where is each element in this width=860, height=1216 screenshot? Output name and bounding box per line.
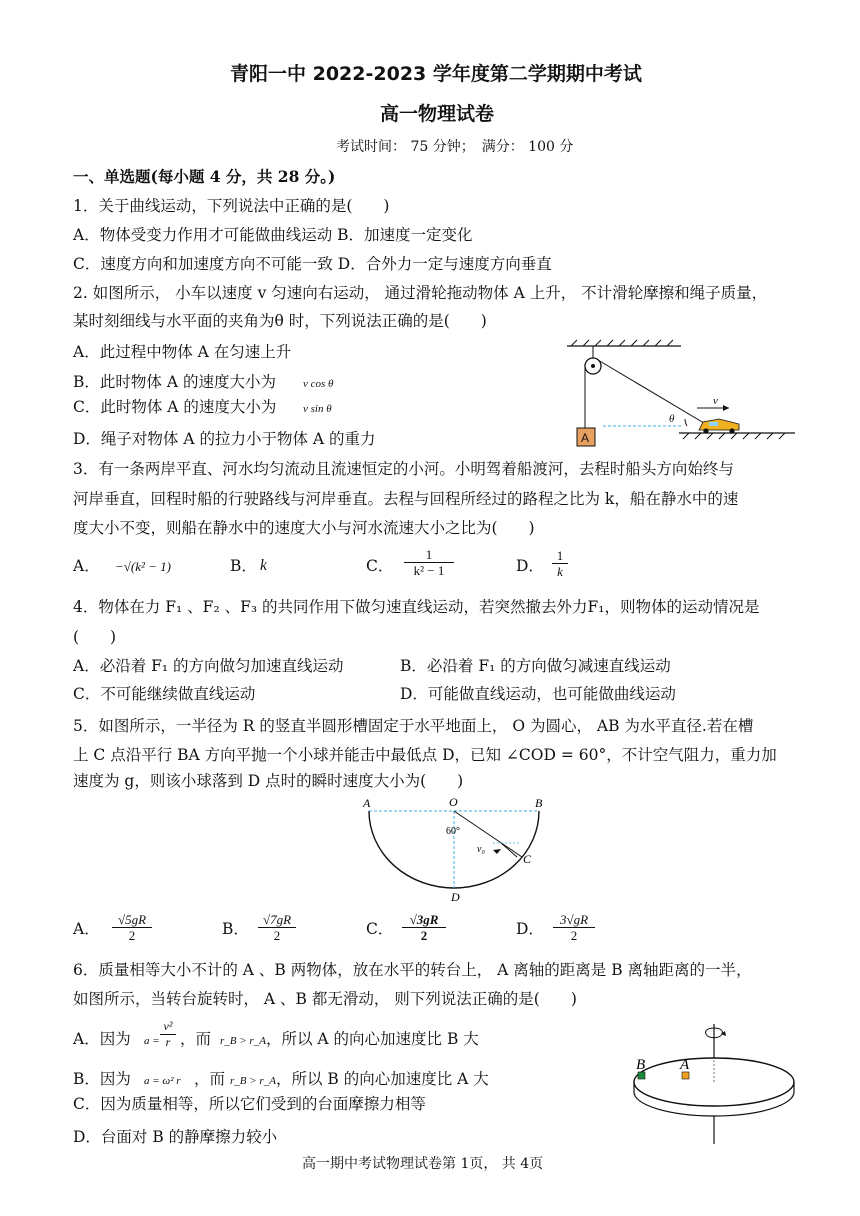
- q6-option-a-prefix: A．因为: [73, 1030, 131, 1048]
- figure-label-d: D: [451, 890, 460, 904]
- q5-option-c-fraction: [402, 912, 446, 943]
- q2-option-a: A．此过程中物体 A 在匀速上升: [73, 343, 292, 361]
- q3-c-numerator: 1: [425, 547, 433, 562]
- figure-label-o: O: [449, 795, 458, 809]
- q3-d-numerator: 1: [556, 548, 564, 563]
- q6-stem-line2: 如图所示，当转台旋转时， A 、B 都无滑动， 则下列说法正确的是( ): [73, 990, 577, 1008]
- semicircle-groove-figure: [355, 795, 555, 905]
- q5-option-d-label: D．: [516, 920, 544, 938]
- q3-option-a-label: A．: [73, 557, 100, 575]
- q5-c-numerator: √3gR: [409, 912, 439, 927]
- q4-stem-line1: 4．物体在力 F₁ 、F₂ 、F₃ 的共同作用下做匀速直线运动，若突然撤去外力F₁，则物体的运动情况是: [73, 598, 760, 616]
- q6-option-b-prefix: B．因为: [73, 1070, 131, 1088]
- q5-option-b-label: B．: [222, 920, 249, 938]
- q6-option-b-condition: r_B > r_A: [230, 1075, 276, 1087]
- q6-option-a-fraction: [160, 1019, 176, 1050]
- q6-option-a-suffix: ，所以 A 的向心加速度比 B 大: [266, 1030, 479, 1048]
- exam-subtitle: 高一物理试卷: [380, 103, 495, 125]
- q3-option-c-fraction: [404, 547, 454, 578]
- q6-option-c: C．因为质量相等，所以它们受到的台面摩擦力相等: [73, 1095, 426, 1113]
- q3-option-d-label: D．: [516, 557, 544, 575]
- q5-b-numerator: √7gR: [262, 912, 292, 927]
- figure-angle-label: 60°: [446, 826, 460, 837]
- q1-stem: 1．关于曲线运动，下列说法中正确的是( ): [73, 197, 390, 215]
- q5-option-b-fraction: [258, 912, 296, 943]
- pulley-car-figure: [563, 338, 803, 453]
- section-heading: 一、单选题(每小题 4 分，共 28 分。): [73, 167, 336, 186]
- q6-option-a-mid: ，而: [180, 1030, 212, 1048]
- q4-option-a: A．必沿着 F₁ 的方向做匀加速直线运动: [73, 657, 344, 675]
- q6-stem-line1: 6．质量相等大小不计的 A 、B 两物体，放在水平的转台上， A 离轴的距离是 B 离轴距离的一半，: [73, 961, 752, 979]
- q2-option-b-expr: v cos θ: [303, 378, 334, 390]
- q3-c-denominator: k² − 1: [404, 562, 454, 578]
- q4-option-c: C．不可能继续做直线运动: [73, 685, 256, 703]
- q5-c-denominator: 2: [402, 927, 446, 943]
- q3-option-b-expr: k: [260, 557, 267, 574]
- figure-label-c: C: [523, 852, 532, 866]
- page-footer: 高一期中考试物理试卷第 1页， 共 4页: [302, 1156, 544, 1172]
- q2-option-c-expr: v sin θ: [303, 403, 332, 415]
- q5-d-denominator: 2: [553, 927, 595, 943]
- q3-option-a-expr: −√(k² − 1): [115, 559, 172, 574]
- q3-option-c-label: C．: [366, 557, 394, 575]
- q3-option-b-label: B．: [230, 557, 257, 575]
- q5-stem-line3: 速度为 g，则该小球落到 D 点时的瞬时速度大小为( ): [73, 772, 464, 790]
- q5-option-a-fraction: [112, 912, 152, 943]
- q5-a-numerator: √5gR: [117, 912, 147, 927]
- q6-a-denominator: r: [160, 1034, 176, 1050]
- q1-options-ab: A．物体受变力作用才可能做曲线运动 B．加速度一定变化: [73, 226, 473, 244]
- q5-option-c-label: C．: [366, 920, 394, 938]
- figure-label-b: B: [535, 796, 543, 810]
- q5-d-numerator: 3√gR: [559, 912, 589, 927]
- q2-option-c: C．此时物体 A 的速度大小为: [73, 398, 277, 416]
- q6-option-d: D．台面对 B 的静摩擦力较小: [73, 1128, 278, 1146]
- q6-option-b-formula: a = ω² r: [144, 1075, 181, 1087]
- q5-stem-line2: 上 C 点沿平行 BA 方向平抛一个小球并能击中最低点 D，已知 ∠COD = 60°，不计空气阻力，重力加: [73, 746, 777, 764]
- turntable-figure: [622, 1020, 812, 1150]
- q6-option-b-suffix: ，所以 B 的向心加速度比 A 大: [276, 1070, 489, 1088]
- q2-option-b: B．此时物体 A 的速度大小为: [73, 373, 276, 391]
- q6-option-b-mid: ，而: [194, 1070, 226, 1088]
- q3-stem-line2: 河岸垂直，回程时船的行驶路线与河岸垂直。去程与回程所经过的路程之比为 k，船在静水中的速: [73, 490, 739, 508]
- q6-option-a-formula-lhs: a =: [144, 1035, 160, 1047]
- figure-label-a: A: [363, 796, 371, 810]
- q4-option-d: D．可能做直线运动，也可能做曲线运动: [400, 685, 676, 703]
- q6-a-numerator: v²: [163, 1019, 173, 1033]
- exam-info: 考试时间： 75 分钟； 满分： 100 分: [336, 139, 574, 155]
- q3-option-d-fraction: [552, 548, 568, 579]
- q3-stem-line1: 3．有一条两岸平直、河水均匀流动且流速恒定的小河。小明驾着船渡河，去程时船头方向始终与: [73, 460, 734, 478]
- q2-stem-line2: 某时刻细线与水平面的夹角为θ 时，下列说法正确的是( ): [73, 312, 487, 330]
- q4-stem-line2: ( ): [73, 628, 117, 646]
- figure-v0-label: v₀: [477, 844, 485, 855]
- q1-options-cd: C．速度方向和加速度方向不可能一致 D．合外力一定与速度方向垂直: [73, 255, 552, 273]
- q5-b-denominator: 2: [258, 927, 296, 943]
- q3-stem-line3: 度大小不变，则船在静水中的速度大小与河水流速大小之比为( ): [73, 519, 535, 537]
- q5-a-denominator: 2: [112, 927, 152, 943]
- q3-d-denominator: k: [552, 563, 568, 579]
- q5-stem-line1: 5．如图所示，一半径为 R 的竖直半圆形槽固定于水平地面上， O 为圆心， AB 为水平直径.若在槽: [73, 717, 754, 735]
- figure-label-a: A: [581, 431, 590, 445]
- q4-option-b: B．必沿着 F₁ 的方向做匀减速直线运动: [400, 657, 671, 675]
- figure-label-a: A: [680, 1057, 690, 1073]
- exam-title: 青阳一中 2022-2023 学年度第二学期期中考试: [230, 63, 642, 85]
- q2-option-d: D．绳子对物体 A 的拉力小于物体 A 的重力: [73, 430, 376, 448]
- figure-label-theta: θ: [669, 413, 675, 425]
- figure-label-v: v: [713, 395, 718, 407]
- q5-option-a-label: A．: [73, 920, 100, 938]
- q2-stem-line1: 2. 如图所示， 小车以速度 v 匀速向右运动， 通过滑轮拖动物体 A 上升， 不计滑轮摩擦和绳子质量，: [73, 284, 768, 302]
- q6-option-a-condition: r_B > r_A: [220, 1035, 266, 1047]
- figure-label-b: B: [636, 1057, 646, 1073]
- q5-option-d-fraction: [553, 912, 595, 943]
